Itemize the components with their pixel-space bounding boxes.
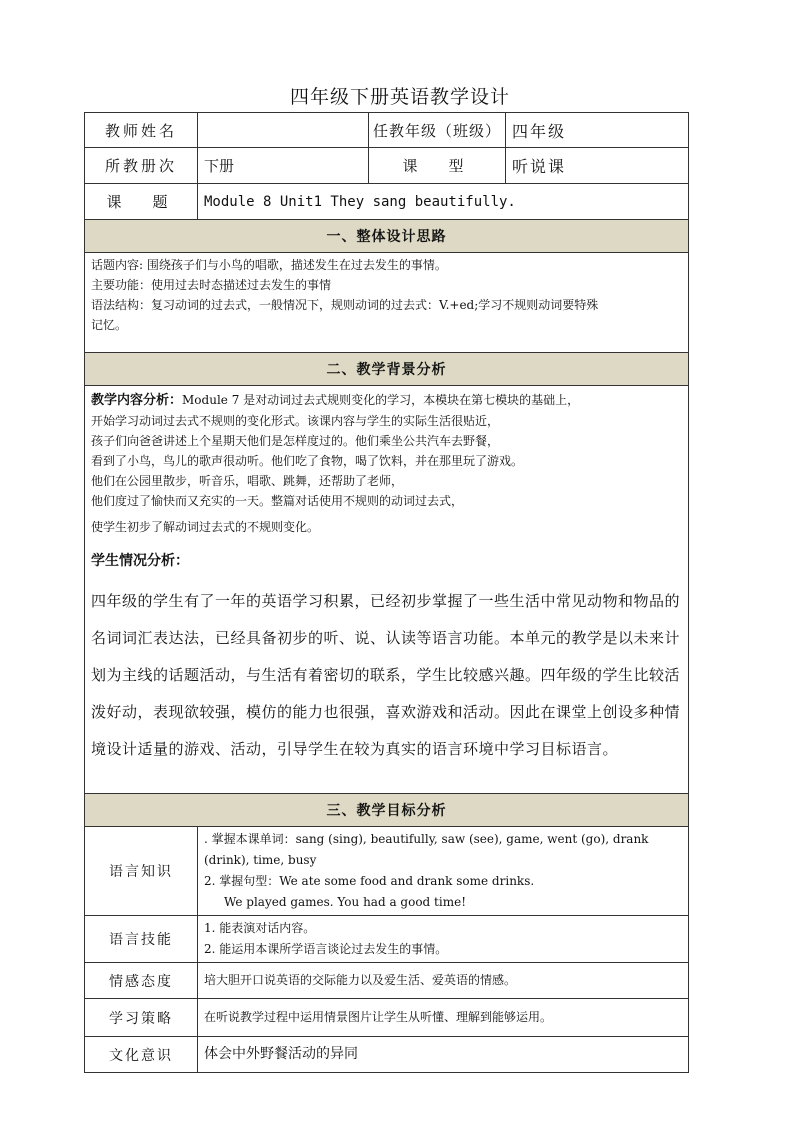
goal-label: 文化意识 bbox=[85, 1037, 198, 1073]
page-title: 四年级下册英语教学设计 bbox=[289, 86, 510, 108]
goal-value: 在听说教学过程中运用情景图片让学生从听懂、理解到能够运用。 bbox=[198, 999, 689, 1037]
book-label: 所教册次 bbox=[85, 148, 198, 184]
goal-value bbox=[198, 916, 689, 963]
goal-label: 情感态度 bbox=[85, 963, 198, 999]
section1-line: 语法结构：复习动词的过去式，一般情况下，规则动词的过去式：V.+ed;学习不规则动词要特殊 bbox=[91, 298, 599, 312]
goal-label: 学习策略 bbox=[85, 999, 198, 1037]
goal-row bbox=[85, 963, 689, 999]
book-value: 下册 bbox=[198, 148, 369, 184]
goal-row bbox=[85, 827, 689, 916]
student-analysis-text: 四年级的学生有了一年的英语学习积累，已经初步掌握了一些生活中常见动物和物品的名词词汇表达法，已经具备初步的听、说、认读等语言功能。本单元的教学是以未来计划为主线的话题活动，与生活有着密切的联系，学生比较感兴趣。四年级的学生比较活泼好动，表现欲较强，模仿的能力也很强，喜欢游戏和活动。因此在课堂上创设多种情境设计适量的游戏、活动，引导学生在较为真实的语言环境中学习目标语言。 bbox=[91, 592, 681, 758]
content-line: 他们在公园里散步，听音乐，唱歌、跳舞，还帮助了老师， bbox=[91, 474, 404, 488]
goal-line: We played games. You had a good time! bbox=[224, 895, 467, 909]
section1-line: 主要功能：使用过去时态描述过去发生的事情 bbox=[91, 278, 332, 292]
content-analysis-label: 教学内容分析： bbox=[91, 393, 183, 408]
goal-line: (drink), time, busy bbox=[204, 853, 317, 867]
grade-label: 任教年级（班级） bbox=[369, 113, 506, 148]
content-line: 使学生初步了解动词过去式的不规则变化。 bbox=[91, 520, 320, 534]
teacher-label: 教师姓名 bbox=[85, 113, 198, 148]
section2-body bbox=[85, 386, 689, 794]
content-line: 看到了小鸟，鸟儿的歌声很动听。他们吃了食物，喝了饮料，并在那里玩了游戏。 bbox=[91, 454, 524, 468]
goal-row bbox=[85, 1037, 689, 1073]
goal-line: 2. 掌握句型：We ate some food and drank some drinks. bbox=[204, 874, 535, 888]
section1-body-row bbox=[85, 253, 689, 353]
lesson-design-table bbox=[84, 112, 689, 1073]
goal-label: 语言技能 bbox=[85, 916, 198, 963]
goal-value: 体会中外野餐活动的异同 bbox=[198, 1037, 689, 1073]
goal-line: 1. 能表演对话内容。 bbox=[204, 921, 316, 935]
lesson-type-value: 听说课 bbox=[506, 148, 689, 184]
topic-label: 课 题 bbox=[85, 184, 198, 220]
section3-header-row bbox=[85, 794, 689, 827]
section2-header-row bbox=[85, 353, 689, 386]
section3-heading: 三、教学目标分析 bbox=[85, 794, 689, 827]
section1-heading: 一、整体设计思路 bbox=[85, 220, 689, 253]
topic-value: Module 8 Unit1 They sang beautifully. bbox=[198, 184, 689, 220]
section1-header-row bbox=[85, 220, 689, 253]
goal-line: . 掌握本课单词：sang (sing), beautifully, saw (see), game, went (go), drank bbox=[204, 832, 649, 846]
content-line: 孩子们向爸爸讲述上个星期天他们是怎样度过的。他们乘坐公共汽车去野餐， bbox=[91, 434, 500, 448]
teacher-value bbox=[198, 113, 369, 148]
section2-heading: 二、教学背景分析 bbox=[85, 353, 689, 386]
content-line: Module 7 是对动词过去式规则变化的学习，本模块在第七模块的基础上， bbox=[182, 393, 580, 407]
grade-value: 四年级 bbox=[506, 113, 689, 148]
student-analysis-label: 学生情况分析： bbox=[91, 553, 189, 569]
section1-body bbox=[85, 253, 689, 353]
content-line: 他们度过了愉快而又充实的一天。整篇对话使用不规则的动词过去式， bbox=[91, 494, 464, 508]
goal-row bbox=[85, 999, 689, 1037]
lesson-type-label: 课 型 bbox=[369, 148, 506, 184]
info-row-teacher bbox=[85, 113, 689, 148]
section1-line: 话题内容: 围绕孩子们与小鸟的唱歌，描述发生在过去发生的事情。 bbox=[91, 258, 447, 272]
info-row-book bbox=[85, 148, 689, 184]
info-row-topic bbox=[85, 184, 689, 220]
goal-line: 2. 能运用本课所学语言谈论过去发生的事情。 bbox=[204, 942, 448, 956]
goal-value: 培大胆开口说英语的交际能力以及爱生活、爱英语的情感。 bbox=[198, 963, 689, 999]
section1-line: 记忆。 bbox=[91, 318, 128, 332]
section2-body-row bbox=[85, 386, 689, 794]
content-line: 开始学习动词过去式不规则的变化形式。该课内容与学生的实际生活很贴近， bbox=[91, 414, 500, 428]
goal-row bbox=[85, 916, 689, 963]
goal-value bbox=[198, 827, 689, 916]
goal-label: 语言知识 bbox=[85, 827, 198, 916]
